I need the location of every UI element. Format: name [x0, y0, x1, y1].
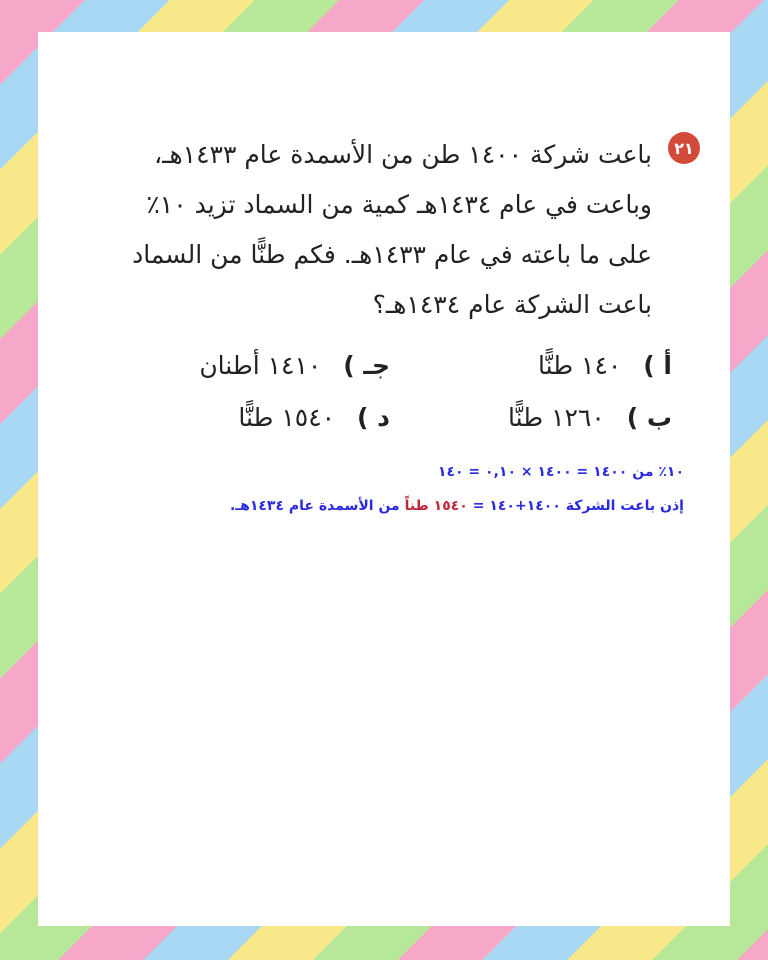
- option-text: ١٤١٠ أطنان: [199, 351, 322, 380]
- content-card: [38, 32, 730, 926]
- question-line-4: باعت الشركة عام ١٤٣٤هـ؟: [372, 290, 652, 319]
- question-number-badge: ٢١: [668, 132, 700, 164]
- solution-answer-highlight: ١٥٤٠ طناً: [404, 498, 468, 514]
- answer-options: [108, 344, 700, 440]
- option-letter: د ): [357, 403, 390, 432]
- solution-line-2-prefix: إذن باعت الشركة ١٤٠٠+١٤٠ =: [467, 498, 684, 514]
- option-letter: جـ ): [343, 351, 390, 380]
- question-line-1: باعت شركة ١٤٠٠ طن من الأسمدة عام ١٤٣٣هـ،: [154, 140, 652, 169]
- question-line-2: وباعت في عام ١٤٣٤هـ كمية من السماد تزيد ١٠٪: [146, 190, 652, 219]
- solution-line-2: [108, 496, 700, 516]
- solution-line-1: ١٠٪ من ١٤٠٠ = ١٤٠٠ × ٠,١٠ = ١٤٠: [437, 464, 684, 480]
- option-text: ١٥٤٠ طنًّا: [238, 403, 336, 432]
- question-block: [108, 130, 700, 516]
- option-letter: أ ): [643, 351, 672, 380]
- option-text: ١٤٠ طنًّا: [538, 351, 622, 380]
- solution-line-2-suffix: من الأسمدة عام ١٤٣٤هـ.: [230, 498, 405, 514]
- option-d[interactable]: [108, 396, 390, 440]
- question-line-3: على ما باعته في عام ١٤٣٣هـ. فكم طنًّا من السماد: [132, 240, 652, 269]
- option-a[interactable]: [390, 344, 672, 388]
- option-c[interactable]: [108, 344, 390, 388]
- question: [108, 130, 700, 330]
- option-text: ١٢٦٠ طنًّا: [508, 403, 605, 432]
- question-text: [108, 130, 652, 330]
- option-letter: ب ): [626, 403, 672, 432]
- option-b[interactable]: [390, 396, 672, 440]
